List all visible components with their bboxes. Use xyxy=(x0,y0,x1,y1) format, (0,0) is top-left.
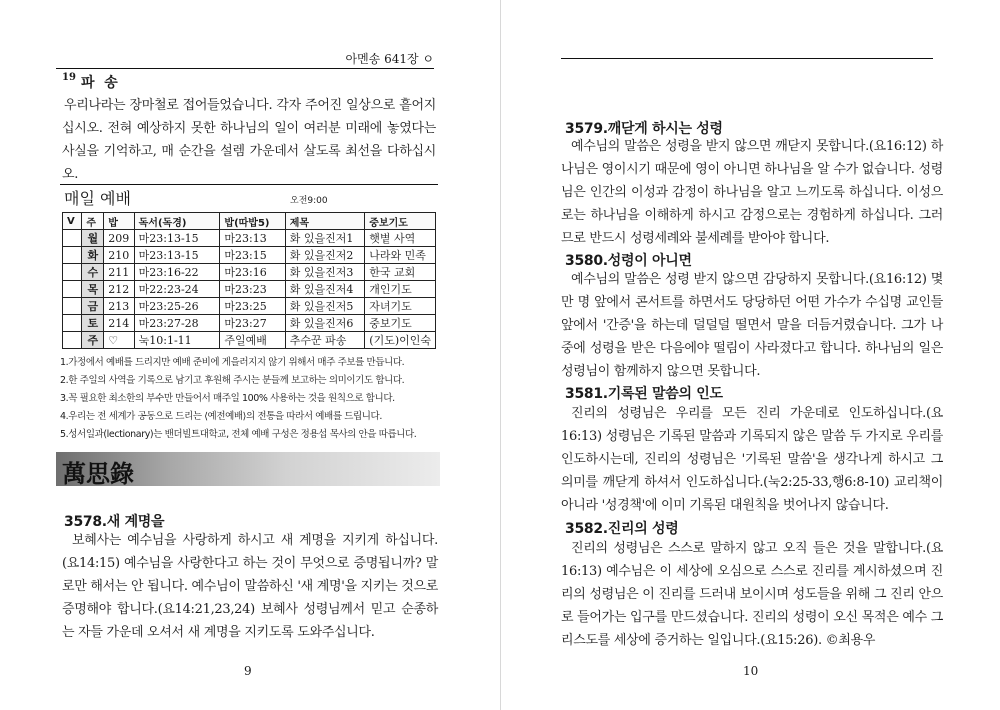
section-title-3582: 3582.진리의 성령 xyxy=(565,521,679,537)
section-banner xyxy=(56,452,440,486)
section-text-3579: 예수님의 말씀은 성령을 받지 않으면 깨닫지 못합니다.(요16:12) 하나님은 영이시기 때문에 영이 아니면 하나님을 알 수가 없습니다. 성령님은 인간의 이성과 감정이 하나님을 알고 느끼도록 하십니다. 이성으로는 하나님을 이해하게 하시고 감정으로는 경험하게 하십니다. 그러므로 반드시 성령세례와 불세례를 받아야 합니다. xyxy=(561,139,943,246)
schedule-header-cell: 제목 xyxy=(285,213,365,230)
schedule-cell: 햇볕 사역 xyxy=(365,230,436,247)
schedule-check-cell xyxy=(63,247,82,264)
schedule-day-cell: 수 xyxy=(82,264,104,281)
schedule-day-cell: 금 xyxy=(82,298,104,315)
schedule-header-row xyxy=(63,213,436,230)
schedule-cell: 210 xyxy=(104,247,134,264)
schedule-row xyxy=(63,298,436,315)
schedule-day-cell: 목 xyxy=(82,281,104,298)
schedule-day-cell: 월 xyxy=(82,230,104,247)
schedule-cell: 마23:27-28 xyxy=(134,315,220,332)
schedule-check-cell xyxy=(63,264,82,281)
prayer-title: 파 송 xyxy=(81,75,118,91)
schedule-cell: 마23:15 xyxy=(220,247,285,264)
schedule-header-cell: V xyxy=(63,213,82,230)
section-text-3580: 예수님의 말씀은 성령 받지 않으면 감당하지 못합니다.(요16:12) 몇만 명 앞에서 콘서트를 하면서도 당당하던 어떤 가수가 수십명 교인들 앞에서 '간증'을 하는데 덜덜덜 떨면서 말을 더듬거렸습니다. 그가 나중에 성령을 받은 다음에야 떨림이 사라졌다고 합니다. 하나님의 일은 성령님이 함께하지 않으면 못합니다. xyxy=(561,272,943,379)
schedule-rule xyxy=(60,184,438,185)
schedule-cell: 화 있을진저4 xyxy=(285,281,365,298)
section-title-3579: 3579.깨닫게 하시는 성령 xyxy=(565,121,723,137)
section-title-3578: 3578.새 계명을 xyxy=(64,514,165,530)
schedule-row xyxy=(63,264,436,281)
schedule-cell: 화 있을진저1 xyxy=(285,230,365,247)
schedule-header-cell: 주 xyxy=(82,213,104,230)
schedule-cell: ♡ xyxy=(104,332,134,349)
schedule-cell: 화 있을진저2 xyxy=(285,247,365,264)
schedule-header-cell: 독서(독경) xyxy=(134,213,220,230)
schedule-row xyxy=(63,230,436,247)
schedule-cell: 마23:13-15 xyxy=(134,247,220,264)
schedule-header-cell: 중보기도 xyxy=(365,213,436,230)
schedule-cell: 화 있을진저3 xyxy=(285,264,365,281)
note-item: 1.가정에서 예배를 드리지만 예배 준비에 게을러지지 않기 위해서 매주 주보를 만듭니다. xyxy=(60,357,405,368)
schedule-check-cell xyxy=(63,315,82,332)
section-title-3581: 3581.기록된 말씀의 인도 xyxy=(565,386,723,402)
schedule-cell: 주일예배 xyxy=(220,332,285,349)
schedule-day-cell: 주 xyxy=(82,332,104,349)
schedule-cell: 211 xyxy=(104,264,134,281)
schedule-cell: 마23:27 xyxy=(220,315,285,332)
schedule-cell: 마23:25-26 xyxy=(134,298,220,315)
schedule-cell: 나라와 민족 xyxy=(365,247,436,264)
schedule-table xyxy=(62,212,436,349)
section-text-3578: 보혜사는 예수님을 사랑하게 하시고 새 계명을 지키게 하십니다.(요14:15) 예수님을 사랑한다고 하는 것이 무엇으로 증명됩니까? 말로만 해서는 안 됩니다. 예수님이 말씀하신 '새 계명'을 지키는 것으로 증명해야 합니다.(요14:21,23,24) 보혜사 성령님께서 믿고 순종하는 자들 가운데 오셔서 새 계명을 지키도록 도와주십니다. xyxy=(62,533,438,640)
schedule-cell: 209 xyxy=(104,230,134,247)
schedule-cell: 마23:25 xyxy=(220,298,285,315)
header-rule-right xyxy=(561,58,933,59)
section-title-3580: 3580.성령이 아니면 xyxy=(565,253,692,269)
schedule-row xyxy=(63,247,436,264)
schedule-title: 매일 예배 xyxy=(64,189,131,208)
note-item: 3.꼭 필요한 최소한의 부수만 만들어서 매주일 100% 사용하는 것을 원칙으로 합니다. xyxy=(60,393,395,404)
prayer-heading xyxy=(62,72,118,92)
schedule-cell: 마23:13-15 xyxy=(134,230,220,247)
page-number-left: 9 xyxy=(244,664,252,678)
prayer-text: 우리나라는 장마철로 접어들었습니다. 각자 주어진 일상으로 흩어지십시오. 전혀 예상하지 못한 하나님의 일이 여러분 미래에 놓였다는 사실을 기억하고, 매 순간을 설렘 가운데서 살도록 최선을 다하십시오. xyxy=(62,98,436,182)
header-rule xyxy=(56,68,434,69)
schedule-cell: 212 xyxy=(104,281,134,298)
schedule-cell: 한국 교회 xyxy=(365,264,436,281)
schedule-cell: 마22:23-24 xyxy=(134,281,220,298)
hymn-reference: 아멘송 641장 ㅇ xyxy=(345,52,434,66)
schedule-cell: 개인기도 xyxy=(365,281,436,298)
schedule-cell: 213 xyxy=(104,298,134,315)
schedule-cell: 눅10:1-11 xyxy=(134,332,220,349)
schedule-header-cell: 밥(따밥5) xyxy=(220,213,285,230)
schedule-cell: 화 있을진저6 xyxy=(285,315,365,332)
section-text-3581: 진리의 성령님은 우리를 모든 진리 가운데로 인도하십니다.(요16:13) 성령님은 기록된 말씀과 기록되지 않은 말씀 두 가지로 우리를 인도하시는데, 진리의 성령님은 '기록된 말씀'을 생각나게 하시고 그 의미를 깨닫게 하셔서 인도하십니다.(눅2:25-33,행6:8-10) 교리책이 아니라 '성경책'에 이미 기록된 대원칙을 벗어나지 않습니다. xyxy=(561,406,943,513)
schedule-cell: 마23:16 xyxy=(220,264,285,281)
note-item: 2.한 주일의 사역을 기록으로 남기고 후원해 주시는 분들께 보고하는 의미이기도 합니다. xyxy=(60,375,405,386)
schedule-day-cell: 화 xyxy=(82,247,104,264)
schedule-cell: 마23:23 xyxy=(220,281,285,298)
notes-list xyxy=(60,354,440,444)
schedule-row xyxy=(63,281,436,298)
schedule-check-cell xyxy=(63,230,82,247)
note-item: 4.우리는 전 세계가 공동으로 드리는 ⟨예전예배⟩의 전통을 따라서 예배를 드립니다. xyxy=(60,411,382,422)
page-number-right: 10 xyxy=(743,664,759,678)
schedule-check-cell xyxy=(63,281,82,298)
schedule-row xyxy=(63,315,436,332)
schedule-time: 오전9:00 xyxy=(290,196,328,206)
schedule-cell: 중보기도 xyxy=(365,315,436,332)
note-item: 5.성서일과(lectionary)는 밴더빌트대학교, 전체 예배 구성은 정용섭 목사의 안을 따릅니다. xyxy=(60,429,417,440)
banner-title: 萬思錄 xyxy=(62,459,134,488)
schedule-day-cell: 토 xyxy=(82,315,104,332)
schedule-row xyxy=(63,332,436,349)
schedule-cell: 추수꾼 파송 xyxy=(285,332,365,349)
right-page xyxy=(500,0,1000,710)
schedule-cell: 자녀기도 xyxy=(365,298,436,315)
schedule-cell: 화 있을진저5 xyxy=(285,298,365,315)
schedule-check-cell xyxy=(63,332,82,349)
schedule-check-cell xyxy=(63,298,82,315)
schedule-cell: 214 xyxy=(104,315,134,332)
schedule-cell: 마23:13 xyxy=(220,230,285,247)
section-text-3582: 진리의 성령님은 스스로 말하지 않고 오직 들은 것을 말합니다.(요16:13) 예수님은 이 세상에 오심으로 스스로 진리를 계시하셨으며 진리의 성령님은 이 진리를 드러내 보이시며 성도들을 위해 그 진리 안으로 들어가는 입구를 만드셨습니다. 진리의 성령이 오신 목적은 예수 그리스도를 세상에 증거하는 일입니다.(요15:26). ©최용우 xyxy=(561,541,943,648)
schedule-cell: 마23:16-22 xyxy=(134,264,220,281)
schedule-cell: (기도)이인숙 xyxy=(365,332,436,349)
prayer-number: 19 xyxy=(62,72,76,83)
schedule-header-cell: 밥 xyxy=(104,213,134,230)
